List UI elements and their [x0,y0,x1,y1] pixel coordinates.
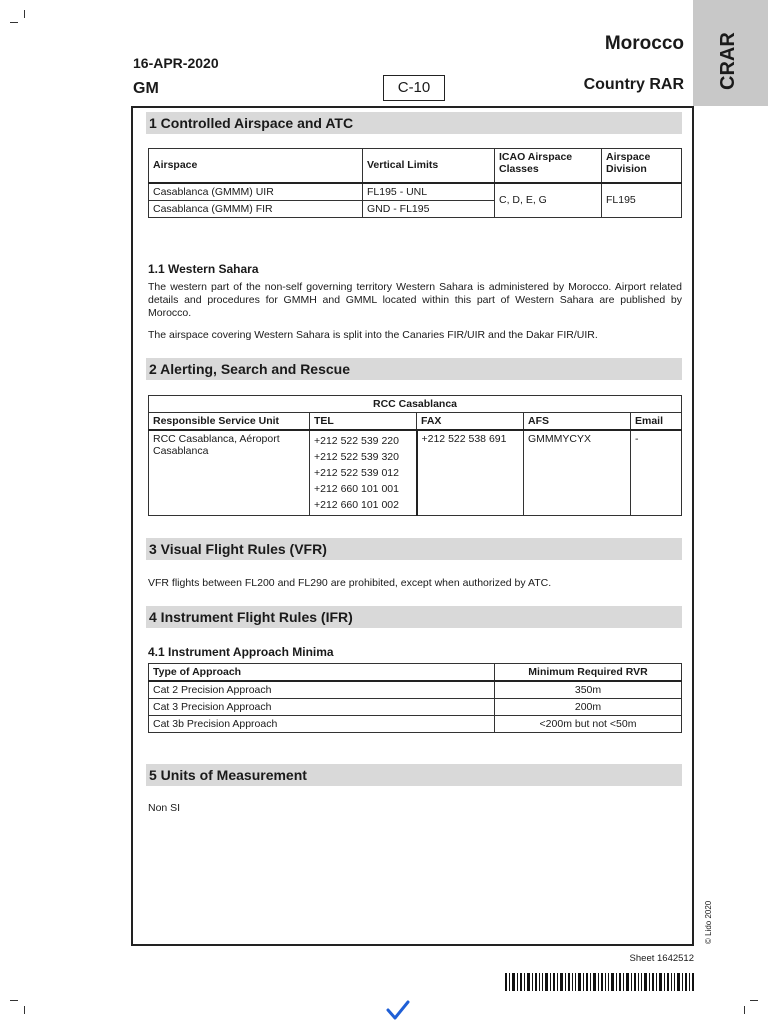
cell-approach-type: Cat 3b Precision Approach [149,716,495,733]
table-row [149,699,682,716]
sheet-number: Sheet 1642512 [629,953,694,964]
cell-division: FL195 [602,183,682,218]
cell-limits: GND - FL195 [363,200,495,217]
cell-min-rvr: 350m [495,681,682,699]
page-reference: C-10 [383,75,445,101]
col-icao-classes: ICAO Airspace Classes [495,149,602,183]
western-sahara-paragraph-2: The airspace covering Western Sahara is split into the Canaries FIR/UIR and the Dakar FIR/UIR. [148,329,598,341]
table-row [149,716,682,733]
country-code: GM [133,80,159,97]
tel-number: +212 522 539 012 [314,467,399,479]
issue-date: 16-APR-2020 [133,55,219,71]
tel-number: +212 522 539 220 [314,435,399,447]
cell-min-rvr: <200m but not <50m [495,716,682,733]
crop-mark [744,1006,745,1014]
col-airspace: Airspace [149,149,363,183]
crop-mark [24,10,25,18]
subsection-1-1-heading: 1.1 Western Sahara [148,262,259,276]
approach-minima-table [148,663,682,733]
cell-min-rvr: 200m [495,699,682,716]
table-row [149,183,682,201]
chapter-tab [693,0,768,106]
col-tel: TEL [310,413,417,431]
table-row [149,681,682,699]
copyright-notice: © Lido 2020 [704,900,713,944]
crop-mark [750,1000,758,1001]
section-5-heading: 5 Units of Measurement [146,764,682,786]
col-service-unit: Responsible Service Unit [149,413,310,431]
col-airspace-division: Airspace Division [602,149,682,183]
tel-number: +212 660 101 001 [314,483,399,495]
cell-email: - [631,430,682,516]
airspace-table [148,148,682,218]
cell-approach-type: Cat 3 Precision Approach [149,699,495,716]
cell-fax: +212 522 538 691 [417,430,524,516]
rcc-table-caption: RCC Casablanca [149,396,682,413]
cell-tel [310,430,417,516]
document-type: Country RAR [583,76,684,93]
cell-classes: C, D, E, G [495,183,602,218]
cell-afs: GMMMYCYX [524,430,631,516]
content-frame [131,106,694,946]
tel-number: +212 660 101 002 [314,499,399,511]
chapter-tab-label: CRAR [717,32,739,90]
rcc-table [148,395,682,516]
tel-number: +212 522 539 320 [314,451,399,463]
subsection-4-1-heading: 4.1 Instrument Approach Minima [148,645,334,659]
crop-mark [10,1000,18,1001]
cell-limits: FL195 - UNL [363,183,495,201]
checkmark-icon [386,999,410,1021]
western-sahara-paragraph-1: The western part of the non-self governing territory Western Sahara is administered by Morocco. Airport related details and procedures for GMMH and GMML located within this part of Western Sahara are published by Morocco. [148,281,682,319]
country-name: Morocco [604,33,684,54]
col-approach-type: Type of Approach [149,664,495,682]
cell-service-unit: RCC Casablanca, Aéroport Casablanca [149,430,310,516]
cell-approach-type: Cat 2 Precision Approach [149,681,495,699]
section-3-heading: 3 Visual Flight Rules (VFR) [146,538,682,560]
col-email: Email [631,413,682,431]
crop-mark [24,1006,25,1014]
cell-airspace: Casablanca (GMMM) UIR [149,183,363,201]
col-min-rvr: Minimum Required RVR [495,664,682,682]
section-1-heading: 1 Controlled Airspace and ATC [146,112,682,134]
barcode-image [505,973,695,991]
col-afs: AFS [524,413,631,431]
table-row [149,430,682,516]
section-2-heading: 2 Alerting, Search and Rescue [146,358,682,380]
crop-mark [10,22,18,23]
col-fax: FAX [417,413,524,431]
col-vertical-limits: Vertical Limits [363,149,495,183]
section-4-heading: 4 Instrument Flight Rules (IFR) [146,606,682,628]
cell-airspace: Casablanca (GMMM) FIR [149,200,363,217]
units-text: Non SI [148,802,181,814]
vfr-text: VFR flights between FL200 and FL290 are prohibited, except when authorized by ATC. [148,577,552,589]
